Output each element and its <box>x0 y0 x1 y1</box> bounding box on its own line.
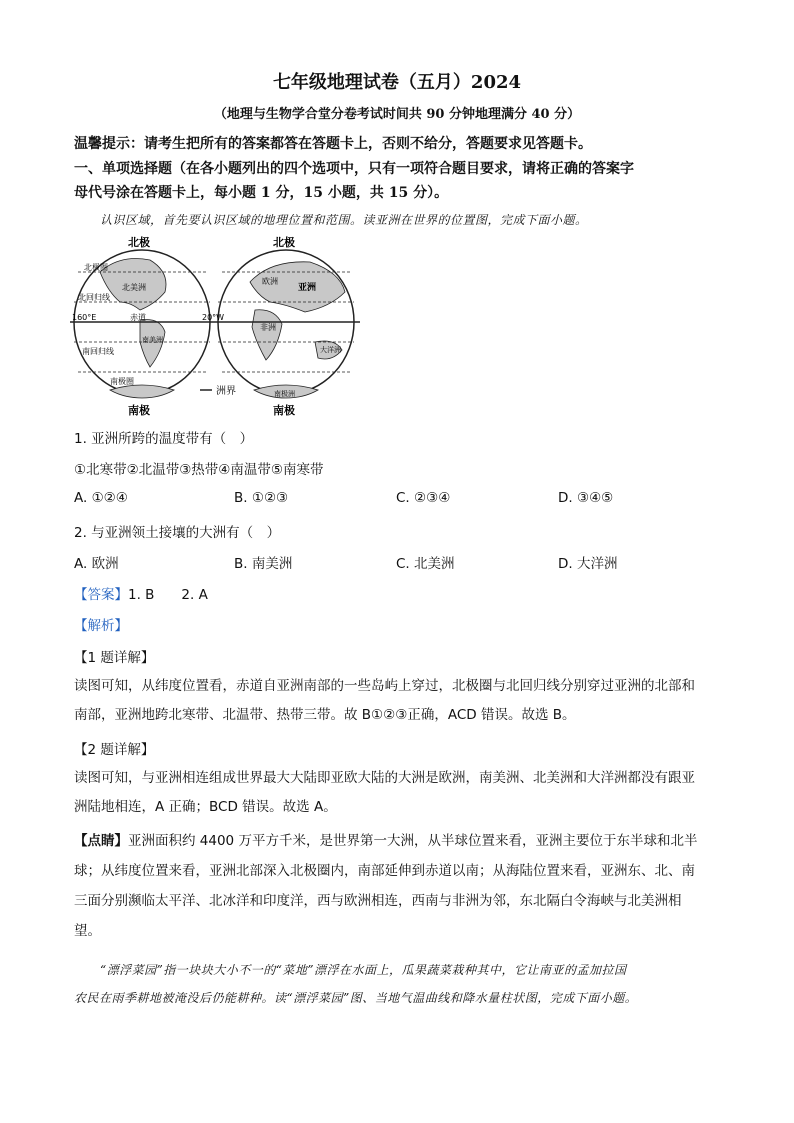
eastern-hemisphere <box>218 250 354 398</box>
asia-label: 亚洲 <box>298 283 317 293</box>
antarctic-circle-label: 南极圈 <box>110 377 134 386</box>
detail2-label: 【2 题详解】 <box>74 742 155 758</box>
analysis-label: 【解析】 <box>74 618 128 634</box>
page-title: 七年级地理试卷（五月）2024 <box>272 72 522 93</box>
boundary-legend-label: 洲界 <box>216 386 236 397</box>
intro2-line2: 农民在雨季耕地被淹没后仍能耕种。读“漂浮菜园”图、当地气温曲线和降水量柱状图，完成下面小题。 <box>74 991 638 1005</box>
q2-stem: 2. 与亚洲领土接壤的大洲有（ ） <box>74 525 281 541</box>
q2-option-a[interactable]: A. 欧洲 <box>74 556 119 572</box>
lon-20w-label: 20°W <box>202 313 225 322</box>
q1-option-a[interactable]: A. ①②④ <box>74 490 128 506</box>
tropic-cancer-label: 北回归线 <box>78 293 110 302</box>
q1-option-c[interactable]: C. ②③④ <box>396 490 451 506</box>
point-line1 <box>74 827 697 856</box>
asia-location-map <box>70 232 360 417</box>
western-hemisphere <box>74 250 210 398</box>
answer-row <box>74 583 208 603</box>
point-line3: 三面分别濒临太平洋、北冰洋和印度洋，西与欧洲相连，西南与非洲为邻，东北隔白令海峡与北美洲相 <box>74 893 682 909</box>
detail2-line1: 读图可知，与亚洲相连组成世界最大大陆即亚欧大陆的大洲是欧洲，南美洲、北美洲和大洋洲都没有跟亚 <box>74 770 695 786</box>
q2-option-b[interactable]: B. 南美洲 <box>234 556 293 572</box>
south-pole-label-left: 南极 <box>128 404 150 417</box>
antarctica-label: 南极洲 <box>274 390 295 398</box>
south-pole-label-right: 南极 <box>273 404 295 417</box>
detail1-line1: 读图可知，从纬度位置看，赤道自亚洲南部的一些岛屿上穿过，北极圈与北回归线分别穿过亚洲的北部和 <box>74 678 695 694</box>
point-line4: 望。 <box>74 923 101 939</box>
q1-option-b[interactable]: B. ①②③ <box>234 490 289 506</box>
q1-option-d[interactable]: D. ③④⑤ <box>558 490 614 506</box>
q2-option-d[interactable]: D. 大洋洲 <box>558 556 618 572</box>
arctic-circle-label: 北极圈 <box>84 263 108 272</box>
point-text1: 亚洲面积约 4400 万平方千米，是世界第一大洲，从半球位置来看，亚洲主要位于东半球和北半 <box>128 833 698 849</box>
detail1-line2: 南部，亚洲地跨北寒带、北温带、热带三带。故 B①②③正确，ACD 错误。故选 B。 <box>74 707 576 723</box>
point-line2: 球；从纬度位置来看，亚洲北部深入北极圈内，南部延伸到赤道以南；从海陆位置来看，亚洲东、北、南 <box>74 863 695 879</box>
tropic-capricorn-label: 南回归线 <box>82 347 114 356</box>
detail2-line2: 洲陆地相连，A 正确；BCD 错误。故选 A。 <box>74 799 337 815</box>
exam-subtitle: （地理与生物学合堂分卷考试时间共 90 分钟地理满分 40 分） <box>213 107 581 122</box>
europe-label: 欧洲 <box>262 277 278 286</box>
q1-items: ①北寒带②北温带③热带④南温带⑤南寒带 <box>74 462 324 478</box>
section-heading-line2: 母代号涂在答题卡上，每小题 1 分，15 小题，共 15 分）。 <box>74 185 449 201</box>
q1-stem: 1. 亚洲所跨的温度带有（ ） <box>74 431 254 447</box>
oceania-label: 大洋洲 <box>320 346 341 354</box>
africa-label: 非洲 <box>260 323 276 332</box>
north-america-label: 北美洲 <box>122 283 146 292</box>
section-heading-line1: 一、单项选择题（在各小题列出的四个选项中，只有一项符合题目要求，请将正确的答案字 <box>74 161 634 177</box>
warm-tip: 温馨提示：请考生把所有的答案都答在答题卡上，否则不给分，答题要求见答题卡。 <box>74 136 592 152</box>
south-america-label: 南美洲 <box>142 336 163 344</box>
q2-option-c[interactable]: C. 北美洲 <box>396 556 455 572</box>
point-label: 【点睛】 <box>74 833 128 849</box>
north-pole-label-right: 北极 <box>273 236 295 249</box>
detail1-label: 【1 题详解】 <box>74 650 155 666</box>
equator-label: 赤道 <box>130 313 146 322</box>
north-pole-label-left: 北极 <box>128 236 150 249</box>
intro-asia-map: 认识区域，首先要认识区域的地理位置和范围。读亚洲在世界的位置图，完成下面小题。 <box>100 213 588 227</box>
lon-160e-label: 160°E <box>72 313 97 322</box>
intro2-line1: “漂浮菜园”指一块块大小不一的“菜地”漂浮在水面上，瓜果蔬菜栽种其中，它让南亚的孟加拉国 <box>100 963 627 977</box>
answer-label: 【答案】 <box>74 587 128 603</box>
answer-text: 1. B 2. A <box>128 587 208 603</box>
